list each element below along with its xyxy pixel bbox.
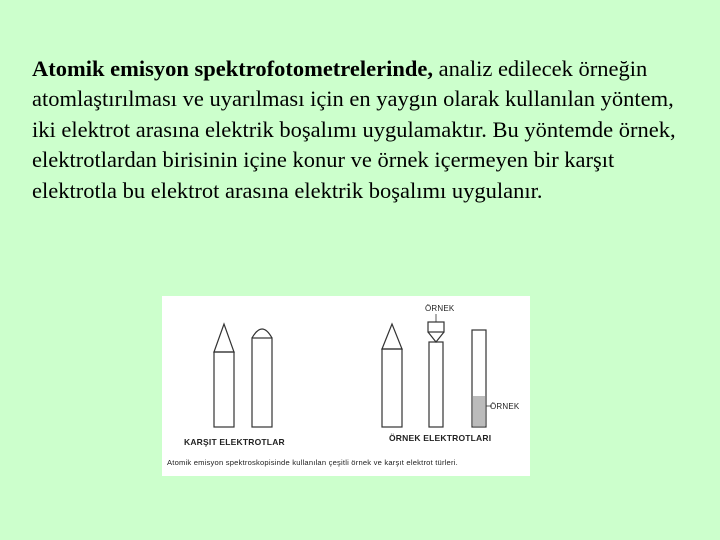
sample-packing <box>473 396 485 426</box>
sample-electrode-pointed <box>382 324 402 427</box>
electrode-figure <box>162 296 530 476</box>
label-sample-electrodes: ÖRNEK ELEKTROTLARI <box>389 433 492 443</box>
label-sample-top: ÖRNEK <box>425 304 455 313</box>
counter-electrode-pointed <box>214 324 234 427</box>
figure-caption: Atomik emisyon spektroskopisinde kullanılan çeşitli örnek ve karşıt elektrot türleri. <box>167 458 458 467</box>
paragraph-bold-lead: Atomik emisyon spektrofotometrelerinde, <box>32 56 433 81</box>
slide-paragraph <box>32 54 692 206</box>
electrode-drawing <box>162 296 530 476</box>
paragraph-body: analiz edilecek örneğin atomlaştırılması ve uyarılması için en yaygın olarak kullanılan yöntem, iki elektrot arasına elektrik boşalımı uygulamaktır. Bu yöntemde örnek, elektrotlardan birisinin içine konur ve örnek içermeyen bir karşıt elektrotla bu elektrot arasına elektrik boşalımı uygulanır. <box>32 56 676 203</box>
label-counter-electrodes: KARŞIT ELEKTROTLAR <box>184 437 285 447</box>
label-sample-side: ÖRNEK <box>490 402 520 411</box>
sample-electrode-cupped <box>428 322 444 427</box>
counter-electrode-rounded <box>252 329 272 427</box>
